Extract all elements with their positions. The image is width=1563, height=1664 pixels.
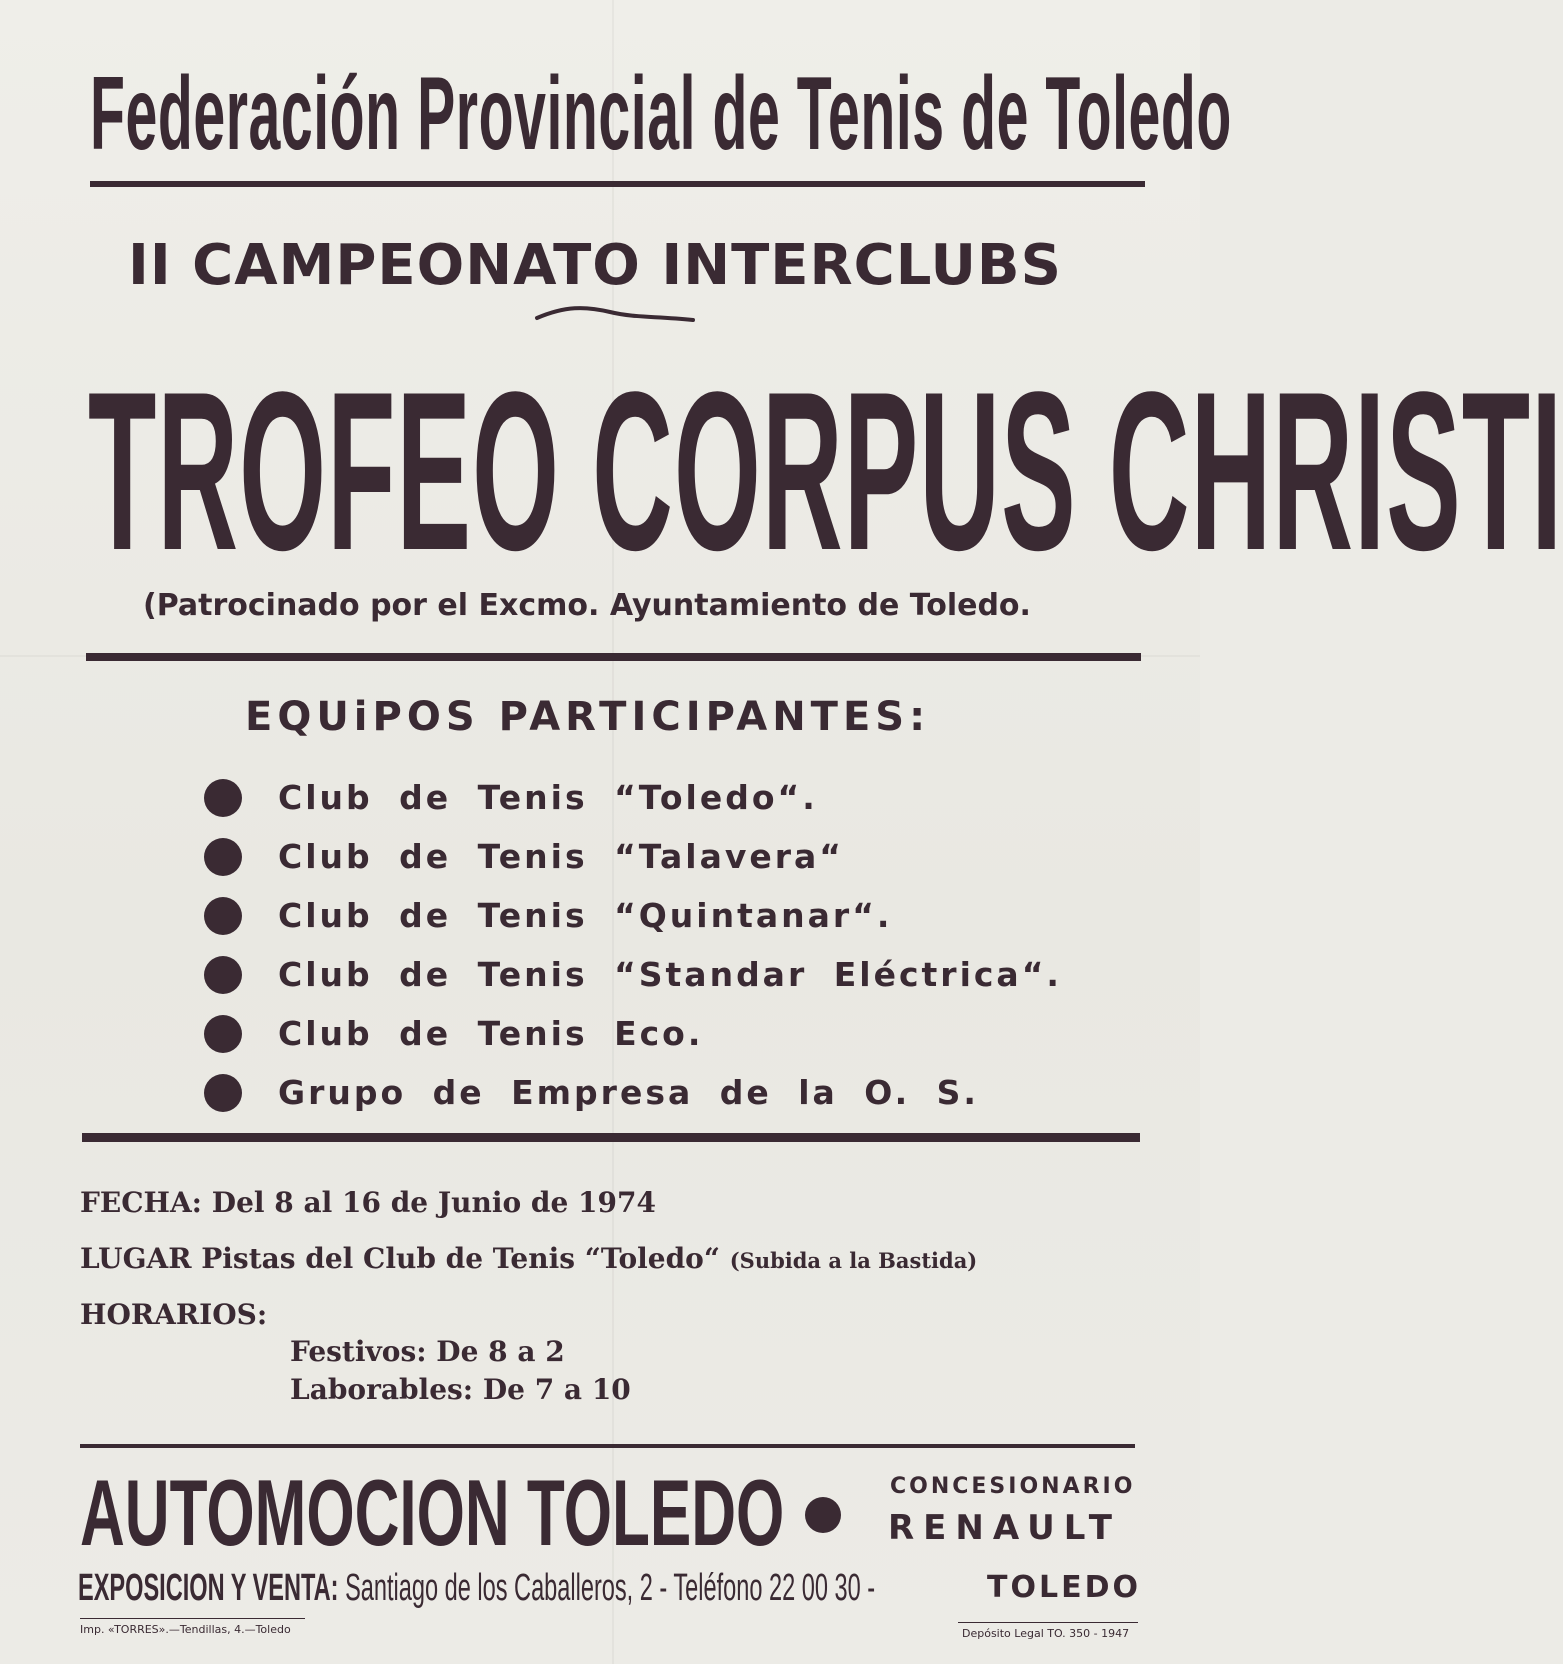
dealer-label: CONCESIONARIO	[890, 1474, 1136, 1499]
bullet-icon	[204, 1015, 242, 1053]
teams-title: EQUiPOS PARTICIPANTES:	[245, 694, 931, 740]
legal-deposit: Depósito Legal TO. 350 - 1947	[962, 1627, 1130, 1640]
rule-teams	[82, 1133, 1140, 1142]
schedule-label: HORARIOS:	[80, 1298, 268, 1331]
schedule-weekdays: Laborables: De 7 a 10	[290, 1373, 631, 1406]
federation-title: Federación Provincial de Tenis de Toledo	[90, 56, 1232, 172]
team-name: Club de Tenis Eco.	[278, 1014, 704, 1053]
date-line	[80, 1186, 656, 1219]
date-value: Del 8 al 16 de Junio de 1974	[211, 1186, 656, 1219]
printer-imprint: Imp. «TORRES».—Tendillas, 4.—Toledo	[80, 1623, 291, 1636]
venue-line	[80, 1242, 977, 1275]
rule-imprint	[80, 1618, 305, 1619]
sponsor-line: (Patrocinado por el Excmo. Ayuntamiento de Toledo.	[143, 588, 1031, 623]
venue-note: (Subida a la Bastida)	[729, 1248, 978, 1273]
list-item	[204, 886, 1062, 945]
team-name: Club de Tenis “Toledo“.	[278, 778, 818, 817]
schedule-holidays: Festivos: De 8 a 2	[290, 1335, 565, 1368]
list-item	[204, 1004, 1062, 1063]
list-item	[204, 1063, 1062, 1122]
bullet-icon	[204, 779, 242, 817]
showroom-line	[78, 1568, 875, 1608]
bullet-icon	[805, 1497, 841, 1533]
showroom-address: Santiago de los Caballeros, 2 - Teléfono 22 00 30 -	[345, 1567, 876, 1609]
team-list	[204, 768, 1062, 1122]
team-name: Grupo de Empresa de la O. S.	[278, 1073, 979, 1112]
team-name: Club de Tenis “Talavera“	[278, 837, 844, 876]
rule-schedule	[80, 1444, 1135, 1448]
sponsor-company: AUTOMOCION TOLEDO	[80, 1460, 785, 1565]
venue-label: LUGAR	[80, 1242, 192, 1275]
bullet-icon	[204, 897, 242, 935]
decorative-swash	[535, 302, 695, 326]
showroom-city: TOLEDO	[987, 1570, 1141, 1605]
trophy-title: TROFEO CORPUS CHRISTI	[88, 344, 1563, 597]
showroom-label: EXPOSICION Y VENTA:	[78, 1567, 339, 1609]
championship-title: II CAMPEONATO INTERCLUBS	[128, 233, 1062, 298]
list-item	[204, 827, 1062, 886]
team-name: Club de Tenis “Quintanar“.	[278, 896, 893, 935]
bullet-icon	[204, 1074, 242, 1112]
team-name: Club de Tenis “Standar Eléctrica“.	[278, 955, 1062, 994]
dealer-brand: RENAULT	[888, 1508, 1121, 1548]
list-item	[204, 945, 1062, 1004]
rule-deposito	[958, 1622, 1138, 1623]
date-label: FECHA:	[80, 1186, 203, 1219]
bullet-icon	[204, 956, 242, 994]
rule-top	[90, 181, 1145, 187]
list-item	[204, 768, 1062, 827]
bullet-icon	[204, 838, 242, 876]
rule-sponsor	[86, 653, 1141, 661]
venue-value: Pistas del Club de Tenis “Toledo“	[201, 1242, 720, 1275]
